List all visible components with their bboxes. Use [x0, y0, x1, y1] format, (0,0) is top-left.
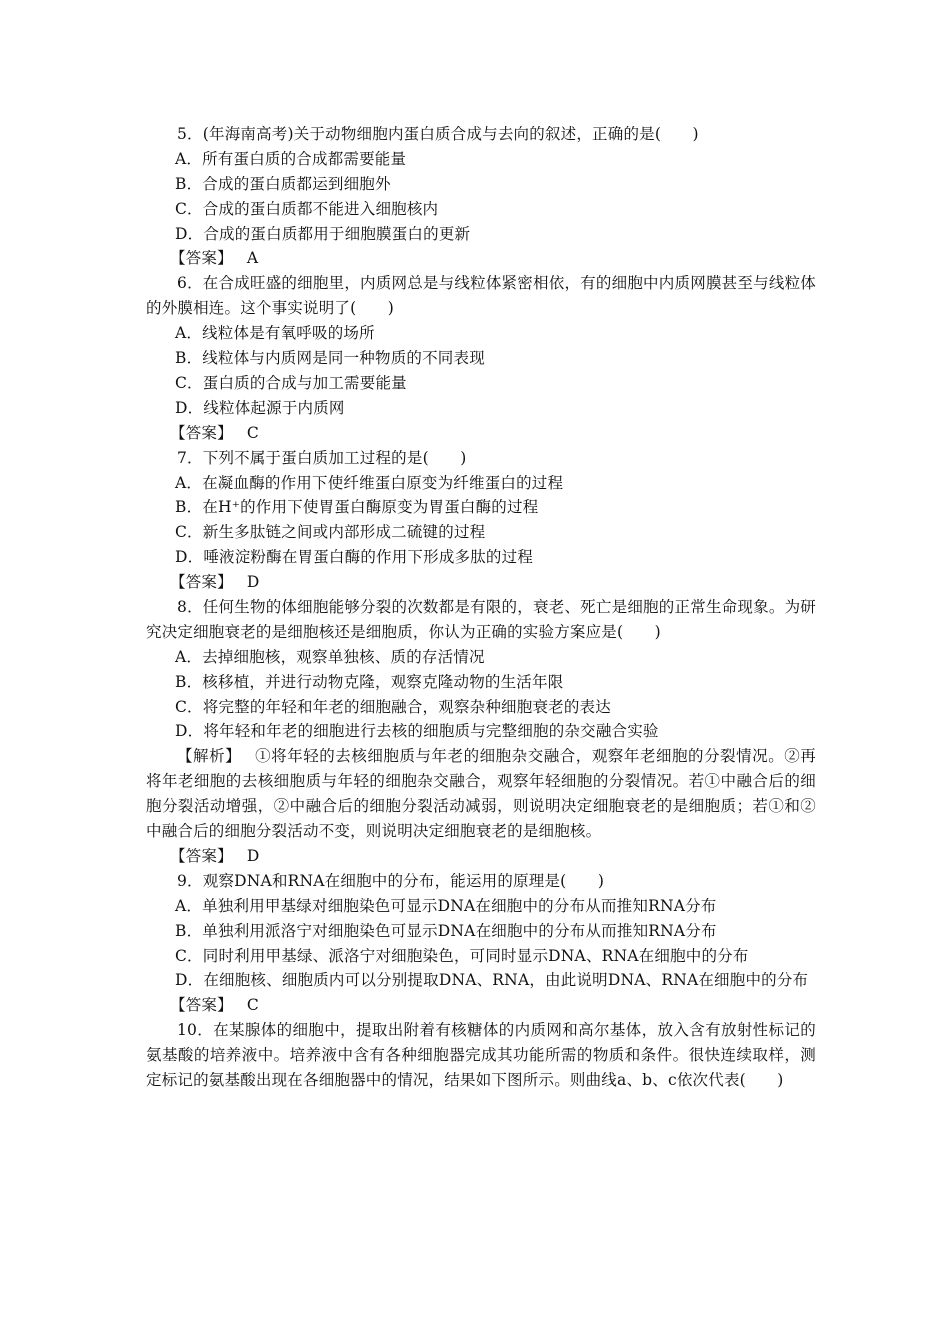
- question-5-answer: [146, 246, 816, 271]
- question-9-stem: 9．观察DNA和RNA在细胞中的分布，能运用的原理是( ): [177, 871, 605, 890]
- question-7-option-a: A．在凝血酶的作用下使纤维蛋白原变为纤维蛋白的过程: [175, 473, 564, 492]
- question-7-option-b: B．在H⁺的作用下使胃蛋白酶原变为胃蛋白酶的过程: [175, 498, 539, 517]
- answer-value: D: [246, 846, 260, 865]
- question-9-option-b: B．单独利用派洛宁对细胞染色可显示DNA在细胞中的分布从而推知RNA分布: [175, 921, 717, 940]
- question-9-option-c: C．同时利用甲基绿、派洛宁对细胞染色，可同时显示DNA、RNA在细胞中的分布: [175, 946, 749, 965]
- question-5-option-b: B．合成的蛋白质都运到细胞外: [175, 174, 391, 193]
- answer-value: C: [246, 423, 259, 442]
- answer-value: D: [246, 573, 260, 592]
- answer-label: 【答案】: [170, 996, 233, 1015]
- question-8-answer: [146, 844, 816, 869]
- question-6-option-d: D．线粒体起源于内质网: [175, 398, 345, 417]
- question-5-stem: 5．(年海南高考)关于动物细胞内蛋白质合成与去向的叙述，正确的是( ): [177, 125, 699, 143]
- answer-label: 【答案】: [170, 423, 233, 442]
- analysis-text: ①将年轻的去核细胞质与年老的细胞杂交融合，观察年老细胞的分裂情况。②再将年老细胞的去核细胞质与年轻的细胞杂交融合，观察年轻细胞的分裂情况。若①中融合后的细胞分裂活动增强，②中融合后的细胞分裂活动减弱，则说明决定细胞衰老的是细胞质；若①和②中融合后的细胞分裂活动不变，则说明决定细胞衰老的是细胞核。: [146, 747, 816, 841]
- question-8-option-b: B．核移植，并进行动物克隆，观察克隆动物的生活年限: [175, 672, 564, 691]
- question-7-option-d: D．唾液淀粉酶在胃蛋白酶的作用下形成多肽的过程: [175, 548, 534, 567]
- question-8-option-a: A．去掉细胞核，观察单独核、质的存活情况: [175, 647, 485, 666]
- question-6-option-a: A．线粒体是有氧呼吸的场所: [175, 324, 375, 343]
- question-9-answer: [146, 993, 816, 1018]
- answer-value: C: [246, 996, 259, 1015]
- answer-label: 【答案】: [170, 846, 233, 865]
- question-5-option-a: A．所有蛋白质的合成都需要能量: [175, 149, 407, 168]
- question-9-option-a: A．单独利用甲基绿对细胞染色可显示DNA在细胞中的分布从而推知RNA分布: [175, 896, 717, 915]
- question-7-answer: [146, 570, 816, 595]
- answer-label: 【答案】: [170, 573, 233, 592]
- question-6-option-c: C．蛋白质的合成与加工需要能量: [175, 373, 407, 392]
- question-10-stem: 10．在某腺体的细胞中，提取出附着有核糖体的内质网和高尔基体，放入含有放射性标记的氨基酸的培养液中。培养液中含有各种细胞器完成其功能所需的物质和条件。很快连续取样，测定标记的氨基酸出现在各细胞器中的情况，结果如下图所示。则曲线a、b、c依次代表( ): [146, 1021, 816, 1089]
- answer-value: A: [246, 249, 259, 268]
- question-8-option-c: C．将完整的年轻和年老的细胞融合，观察杂种细胞衰老的表达: [175, 697, 611, 716]
- question-8-stem: 8．任何生物的体细胞能够分裂的次数都是有限的，衰老、死亡是细胞的正常生命现象。为研究决定细胞衰老的是细胞核还是细胞质，你认为正确的实验方案应是( ): [146, 597, 816, 641]
- question-6-stem: 6．在合成旺盛的细胞里，内质网总是与线粒体紧密相依，有的细胞中内质网膜甚至与线粒体的外膜相连。这个事实说明了( ): [146, 274, 816, 318]
- question-7-stem: 7．下列不属于蛋白质加工过程的是( ): [177, 448, 467, 467]
- document-page: [146, 122, 816, 1093]
- analysis-label: 【解析】: [177, 747, 242, 766]
- question-6-answer: [146, 421, 816, 446]
- question-9-option-d: D．在细胞核、细胞质内可以分别提取DNA、RNA，由此说明DNA、RNA在细胞中的分布: [175, 971, 809, 990]
- question-6-option-b: B．线粒体与内质网是同一种物质的不同表现: [175, 349, 485, 368]
- question-7-option-c: C．新生多肽链之间或内部形成二硫键的过程: [175, 523, 486, 542]
- question-5-option-d: D．合成的蛋白质都用于细胞膜蛋白的更新: [175, 224, 471, 243]
- answer-label: 【答案】: [170, 249, 233, 268]
- question-8-analysis: [146, 744, 816, 844]
- question-5-option-c: C．合成的蛋白质都不能进入细胞核内: [175, 199, 439, 218]
- question-8-option-d: D．将年轻和年老的细胞进行去核的细胞质与完整细胞的杂交融合实验: [175, 722, 659, 741]
